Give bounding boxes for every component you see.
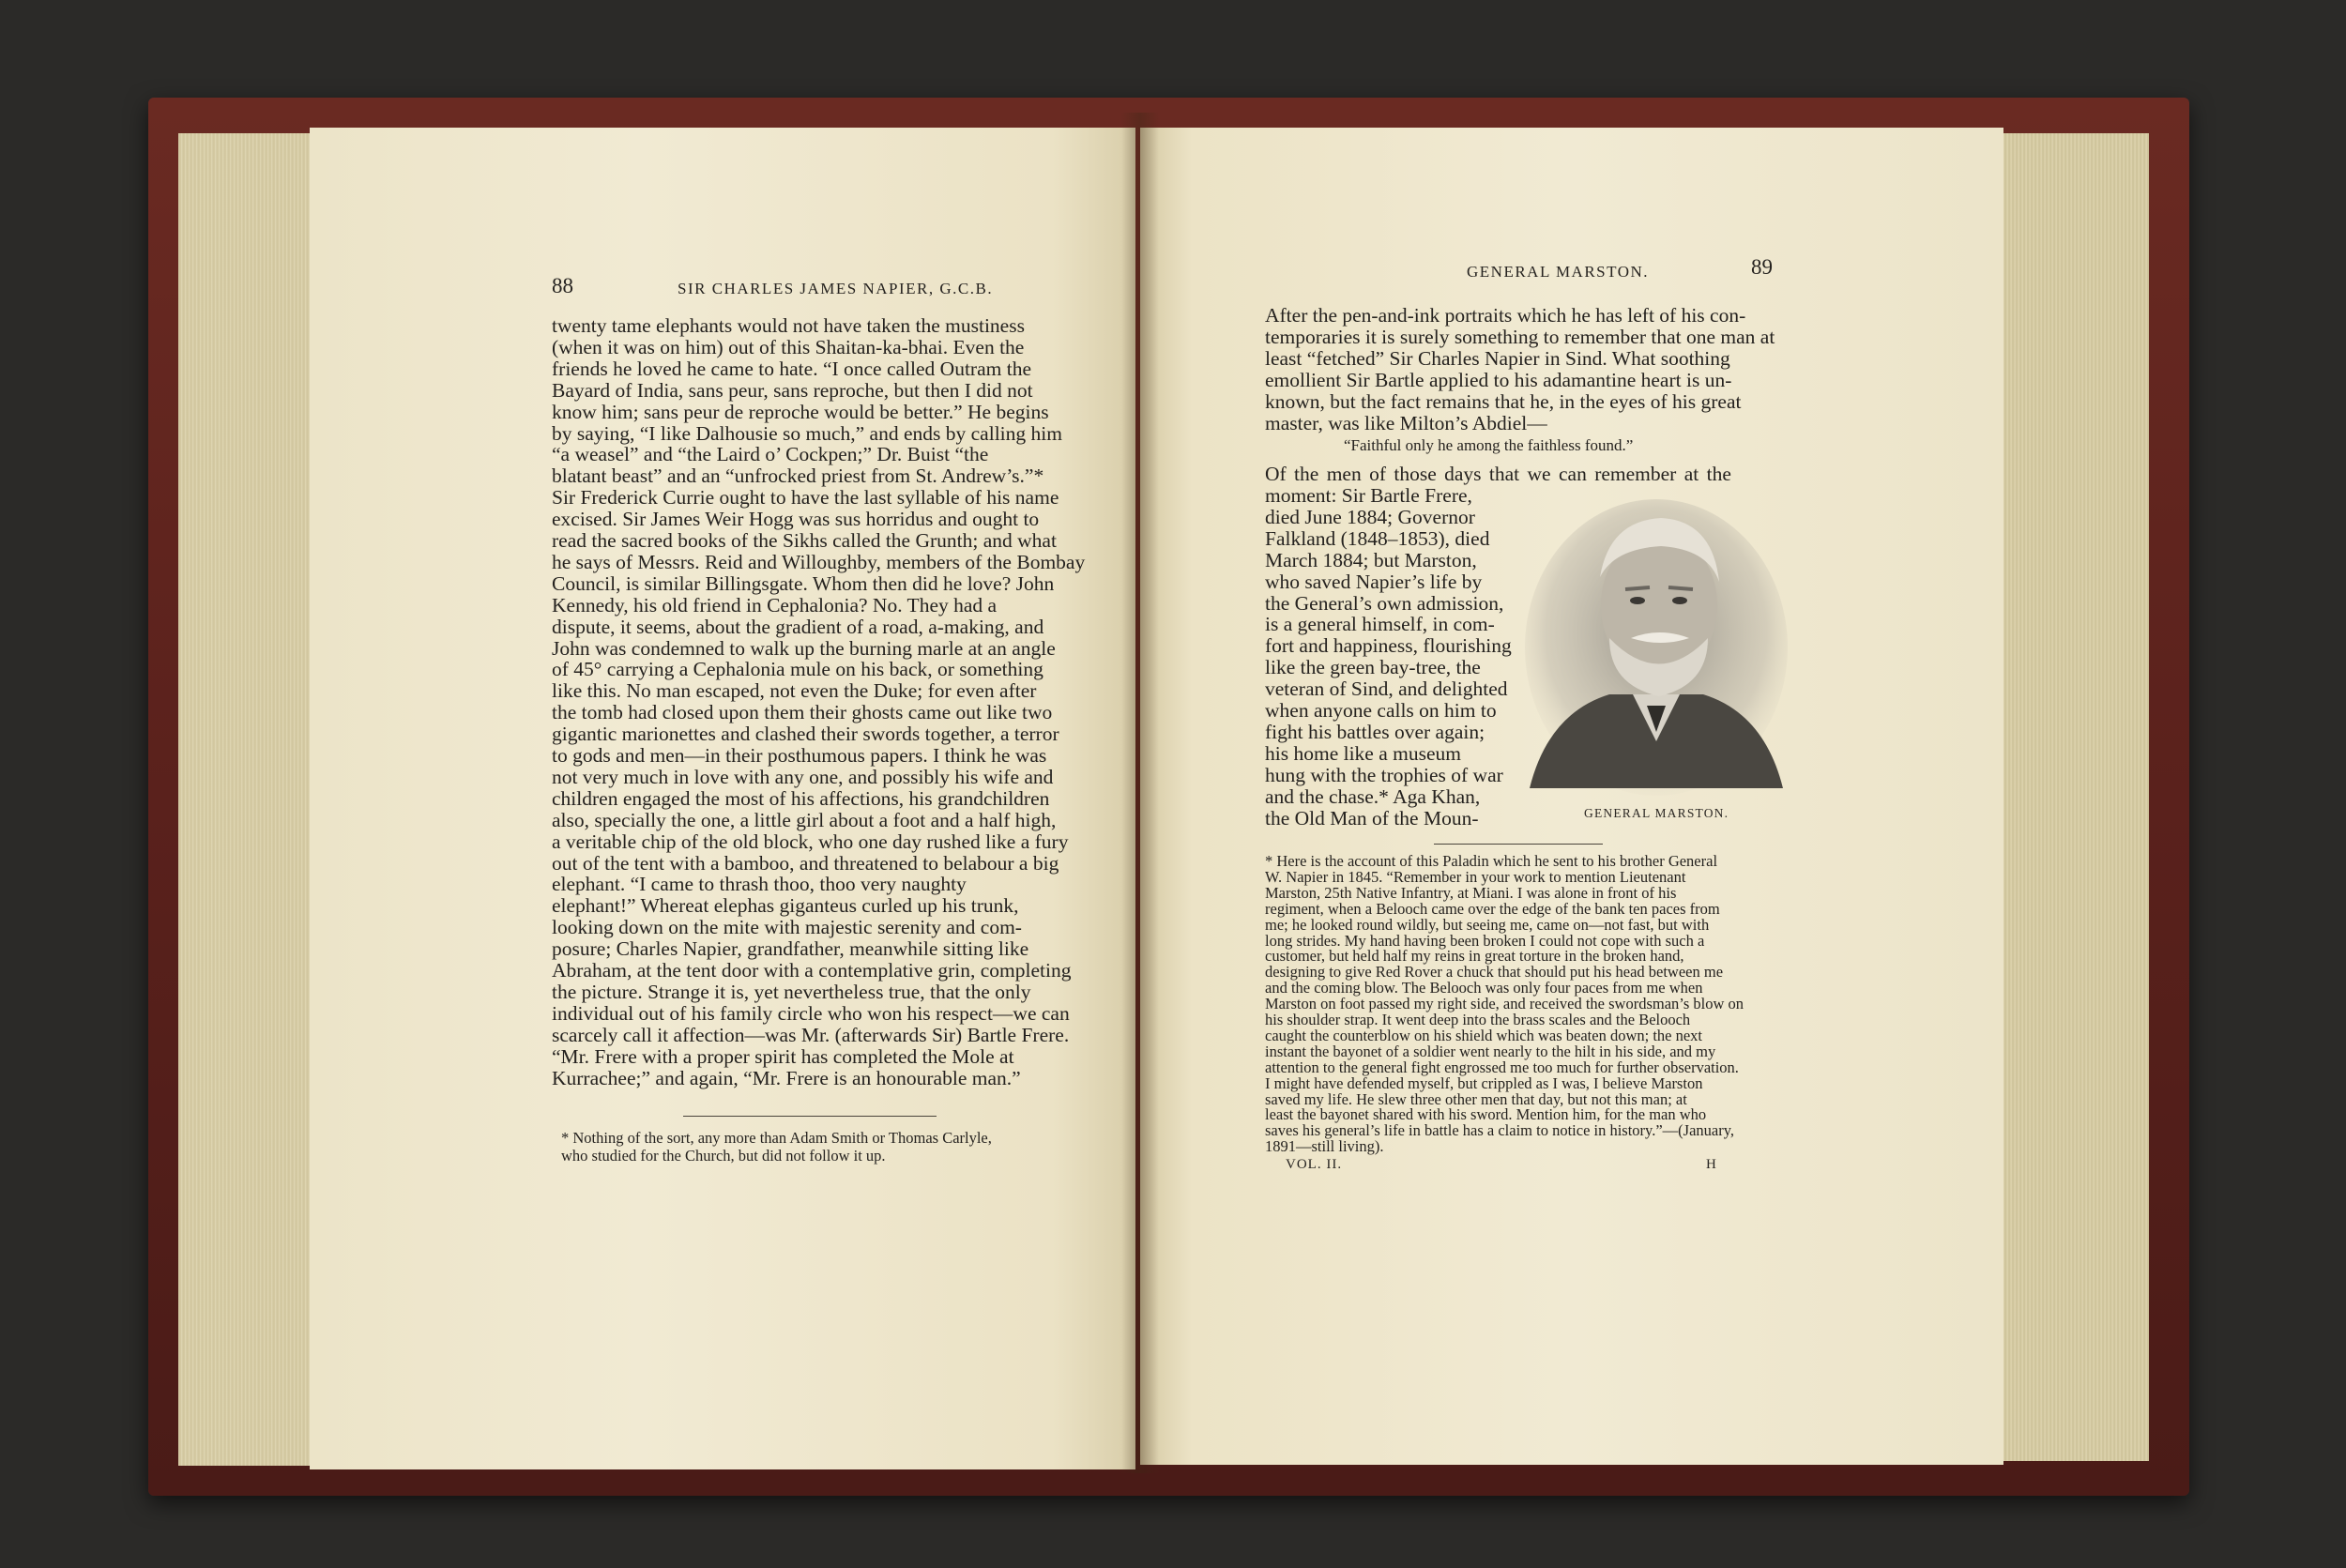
body-line: children engaged the most of his affections, his grandchildren [552, 786, 1050, 810]
body-line: posure; Charles Napier, grandfather, meanwhile sitting like [552, 937, 1029, 961]
footnote-line: his shoulder strap. It went deep into the brass scales and the Belooch [1265, 1011, 1691, 1028]
body-line: excised. Sir James Weir Hogg was sus horridus and ought to [552, 508, 1040, 531]
body-line: least “fetched” Sir Charles Napier in Sind. What soothing [1265, 346, 1730, 370]
body-line: (when it was on him) out of this Shaitan-ka-bhai. Even the [552, 335, 1025, 358]
left-running-head: SIR CHARLES JAMES NAPIER, G.C.B. [678, 280, 994, 297]
footnote-line: who studied for the Church, but did not follow it up. [561, 1147, 886, 1165]
body-line: scarcely call it affection—was Mr. (afterwards Sir) Bartle Frere. [552, 1023, 1070, 1046]
left-page-edges [178, 133, 310, 1466]
footnote-line: Marston, 25th Native Infantry, at Miani. I was alone in front of his [1265, 883, 1677, 902]
body-line: of 45° carrying a Cephalonia mule on his back, or something [552, 658, 1044, 681]
body-line: hung with the trophies of war [1265, 763, 1503, 786]
footnote-line: * Nothing of the sort, any more than Adam Smith or Thomas Carlyle, [561, 1129, 992, 1147]
body-line: the General’s own admission, [1265, 591, 1504, 615]
footnote-line: caught the counterblow on his shield which was beaten down; the next [1265, 1026, 1703, 1044]
footnote-line: me; he looked round wildly, but seeing me, came on—not fast, but with [1265, 915, 1710, 934]
body-line: fight his battles over again; [1265, 720, 1485, 743]
body-line: also, specially the one, a little girl about a foot and a half high, [552, 808, 1057, 831]
footnote-line: customer, but held half my reins in great torture in the broken hand, [1265, 947, 1684, 966]
footnote-line: long strides. My hand having been broken I could not cope with such a [1265, 931, 1705, 950]
body-line: John was condemned to walk up the burning marle at an angle [552, 636, 1056, 660]
body-line: out of the tent with a bamboo, and threatened to belabour a big [552, 851, 1059, 875]
portrait-caption: GENERAL MARSTON. [1584, 806, 1729, 820]
signature-letter: H [1706, 1157, 1716, 1172]
body-line: by saying, “I like Dalhousie so much,” and ends by calling him [552, 421, 1062, 445]
body-line: to gods and men—in their posthumous papers. I think he was [552, 744, 1047, 767]
body-line: Council, is similar Billingsgate. Whom then did he love? John [552, 571, 1055, 595]
body-line: After the pen-and-ink portraits which he has left of his con- [1265, 304, 1746, 327]
footnote-line: instant the bayonet of a soldier went nearly to the hilt in his side, and my [1265, 1042, 1716, 1060]
body-line: elephant!” Whereat elephas giganteus curled up his trunk, [552, 894, 1019, 918]
body-line: Kurrachee;” and again, “Mr. Frere is an honourable man.” [552, 1066, 1021, 1089]
body-line: know him; sans peur de reproche would be better.” He begins [552, 400, 1049, 423]
body-line: known, but the fact remains that he, in the eyes of his great [1265, 389, 1742, 413]
footnote-line: regiment, when a Belooch came over the edge of the bank ten paces from [1265, 899, 1720, 918]
body-line: is a general himself, in com- [1265, 613, 1495, 636]
right-footnote-rule [1434, 844, 1603, 845]
footnote-line: 1891—still living). [1265, 1137, 1384, 1156]
body-line: veteran of Sind, and delighted [1265, 677, 1508, 701]
general-marston-portrait [1520, 497, 1792, 798]
footnote-line: saves his general’s life in battle has a claim to notice in history.”—(January, [1265, 1121, 1735, 1140]
left-page-number: 88 [552, 274, 573, 297]
milton-quote: “Faithful only he among the faithless found.” [1344, 436, 1634, 454]
body-line: emollient Sir Bartle applied to his adamantine heart is un- [1265, 368, 1732, 391]
body-line: elephant. “I came to thrash thoo, thoo very naughty [552, 873, 967, 896]
body-line: March 1884; but Marston, [1265, 548, 1477, 571]
body-line: friends he loved he came to hate. “I once called Outram the [552, 357, 1031, 380]
left-footnote-rule [683, 1116, 937, 1117]
footnote-line: I might have defended myself, but crippled as I was, I believe Marston [1265, 1073, 1703, 1092]
right-full-line: Of the men of those days that we can remember at the [1265, 463, 1731, 485]
body-line: “Mr. Frere with a proper spirit has completed the Mole at [552, 1044, 1014, 1068]
right-page-edges [2003, 133, 2149, 1461]
body-line: the tomb had closed upon them their ghosts came out like two [552, 701, 1053, 724]
right-running-head: GENERAL MARSTON. [1467, 263, 1650, 281]
body-line: Bayard of India, sans peur, sans reproche, but then I did not [552, 378, 1033, 402]
footnote-line: and the coming blow. The Belooch was only four paces from me when [1265, 979, 1703, 997]
body-line: the Old Man of the Moun- [1265, 806, 1479, 830]
body-line: Sir Frederick Currie ought to have the last syllable of his name [552, 486, 1059, 510]
body-line: like the green bay-tree, the [1265, 656, 1481, 679]
body-line: died June 1884; Governor [1265, 505, 1475, 528]
body-line: Falkland (1848–1853), died [1265, 526, 1490, 550]
body-line: read the sacred books of the Sikhs called the Grunth; and what [552, 529, 1057, 552]
body-line: Kennedy, his old friend in Cephalonia? No. They had a [552, 593, 998, 617]
body-line: Abraham, at the tent door with a contemplative grin, completing [552, 959, 1072, 982]
footnote-line: * Here is the account of this Paladin which he sent to his brother General [1265, 852, 1718, 870]
signature-volume: VOL. II. [1286, 1157, 1343, 1172]
body-line: he says of Messrs. Reid and Willoughby, members of the Bombay [552, 550, 1086, 573]
body-line: temporaries it is surely something to remember that one man at [1265, 325, 1775, 348]
body-line: dispute, it seems, about the gradient of a road, a-making, and [552, 615, 1044, 638]
footnote-line: least the bayonet shared with his sword. Mention him, for the man who [1265, 1105, 1707, 1124]
body-line: individual out of his family circle who won his respect—we can [552, 1001, 1070, 1025]
footnote-line: designing to give Red Rover a chuck that should put his head between me [1265, 963, 1724, 982]
body-line: the picture. Strange it is, yet nevertheless true, that the only [552, 980, 1031, 1003]
body-line: a veritable chip of the old block, who one day rushed like a fury [552, 830, 1069, 853]
book-gutter [1121, 113, 1159, 1473]
body-line: moment: Sir Bartle Frere, [1265, 484, 1472, 507]
footnote-line: Marston on foot passed my right side, and received the swordsman’s blow on [1265, 995, 1744, 1013]
body-line: gigantic marionettes and clashed their swords together, a terror [552, 723, 1059, 746]
body-line: twenty tame elephants would not have taken the mustiness [552, 314, 1025, 337]
body-line: blatant beast” and an “unfrocked priest from St. Andrew’s.”* [552, 464, 1044, 488]
right-page-number: 89 [1751, 255, 1773, 279]
body-line: and the chase.* Aga Khan, [1265, 784, 1481, 808]
body-line: “a weasel” and “the Laird o’ Cockpen;” Dr. Buist “the [552, 443, 989, 466]
body-line: not very much in love with any one, and possibly his wife and [552, 765, 1054, 788]
footnote-line: saved my life. He slew three other men that day, but not this man; at [1265, 1089, 1687, 1108]
body-line: who saved Napier’s life by [1265, 570, 1483, 593]
body-line: fort and happiness, flourishing [1265, 634, 1512, 658]
body-line: looking down on the mite with majestic serenity and com- [552, 916, 1022, 939]
footnote-line: W. Napier in 1845. “Remember in your work to mention Lieutenant [1265, 867, 1686, 886]
body-line: when anyone calls on him to [1265, 699, 1497, 722]
body-line: like this. No man escaped, not even the Duke; for even after [552, 679, 1037, 703]
body-line: master, was like Milton’s Abdiel— [1265, 411, 1547, 434]
body-line: his home like a museum [1265, 741, 1461, 765]
footnote-line: attention to the general fight engrossed me too much for further observation. [1265, 1058, 1739, 1076]
